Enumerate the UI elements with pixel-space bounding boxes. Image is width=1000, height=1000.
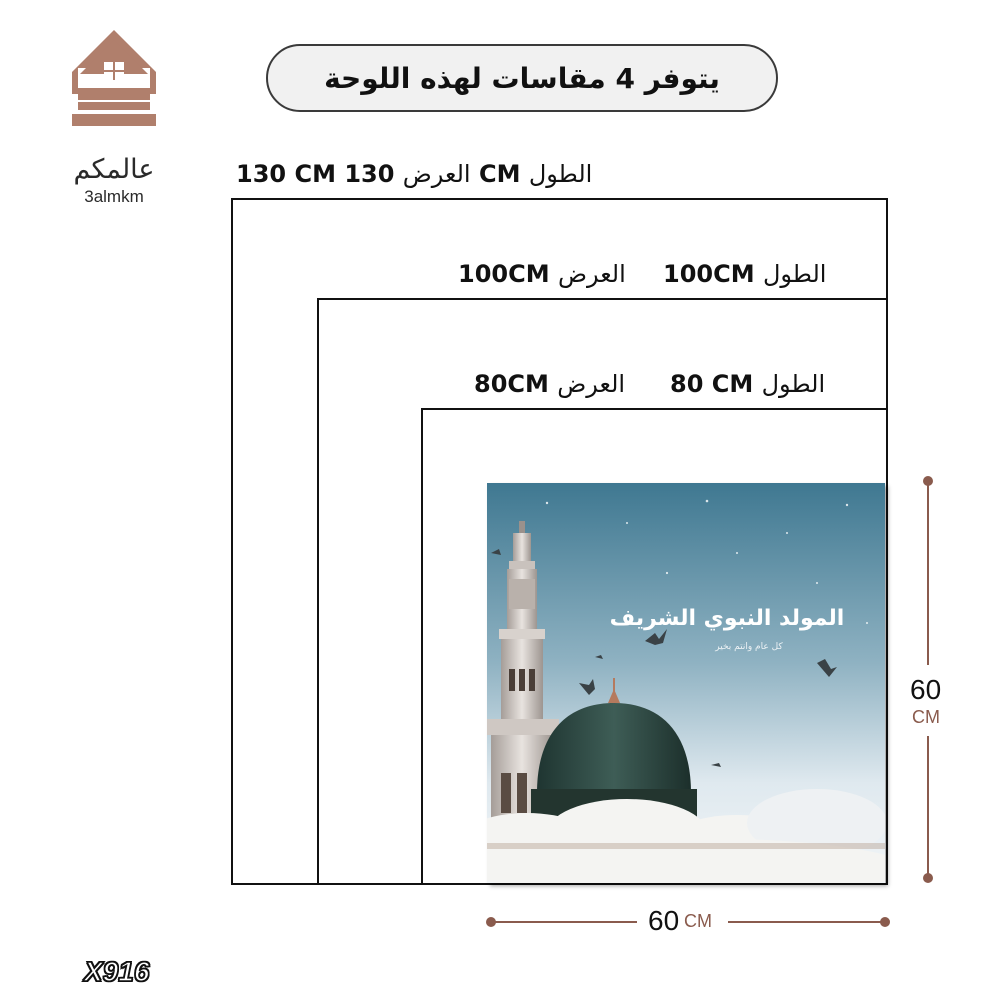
brand-logo (62, 28, 166, 206)
brand-name-arabic: عالمكم (73, 154, 155, 185)
width-value: 60 (648, 905, 680, 936)
painting-title: المولد النبوي الشريف (609, 606, 845, 631)
banner-text: يتوفر 4 مقاسات لهذه اللوحة (324, 61, 720, 95)
length-label: الطول (761, 370, 826, 398)
painting-subtitle: كل عام وانتم بخير (715, 642, 783, 652)
length-value: 100CM (663, 260, 755, 288)
width-line-right (728, 921, 884, 923)
product-code: X916 (84, 956, 150, 987)
size-label-80-width (474, 372, 625, 396)
mosque-dome-artwork (487, 483, 885, 883)
width-unit: CM (684, 911, 712, 931)
height-line-upper (927, 481, 929, 665)
height-unit: CM (912, 707, 940, 727)
length-label: الطول (762, 260, 827, 288)
size-label-100-width (458, 262, 626, 286)
width-line-left (491, 921, 637, 923)
house-logo-icon (62, 28, 166, 158)
height-value: 60 (910, 674, 942, 705)
width-label: العرض (402, 160, 471, 188)
sizes-available-banner (266, 44, 778, 112)
width-value: 130 CM (236, 160, 336, 188)
size-label-130 (236, 162, 592, 186)
height-line-lower (927, 736, 929, 876)
length-value: 130 CM (344, 160, 521, 188)
size-label-80-length (670, 372, 825, 396)
length-value: 80 CM (670, 370, 754, 398)
painting-preview (487, 483, 885, 883)
length-label: الطول (528, 160, 593, 188)
brand-name-latin: 3almkm (84, 187, 144, 206)
width-label: العرض (557, 260, 626, 288)
width-value: 80CM (474, 370, 549, 398)
height-marker-bottom (923, 873, 933, 883)
size-label-100-length (663, 262, 826, 286)
width-marker-right (880, 917, 890, 927)
width-value: 100CM (458, 260, 550, 288)
width-label: العرض (557, 370, 626, 398)
